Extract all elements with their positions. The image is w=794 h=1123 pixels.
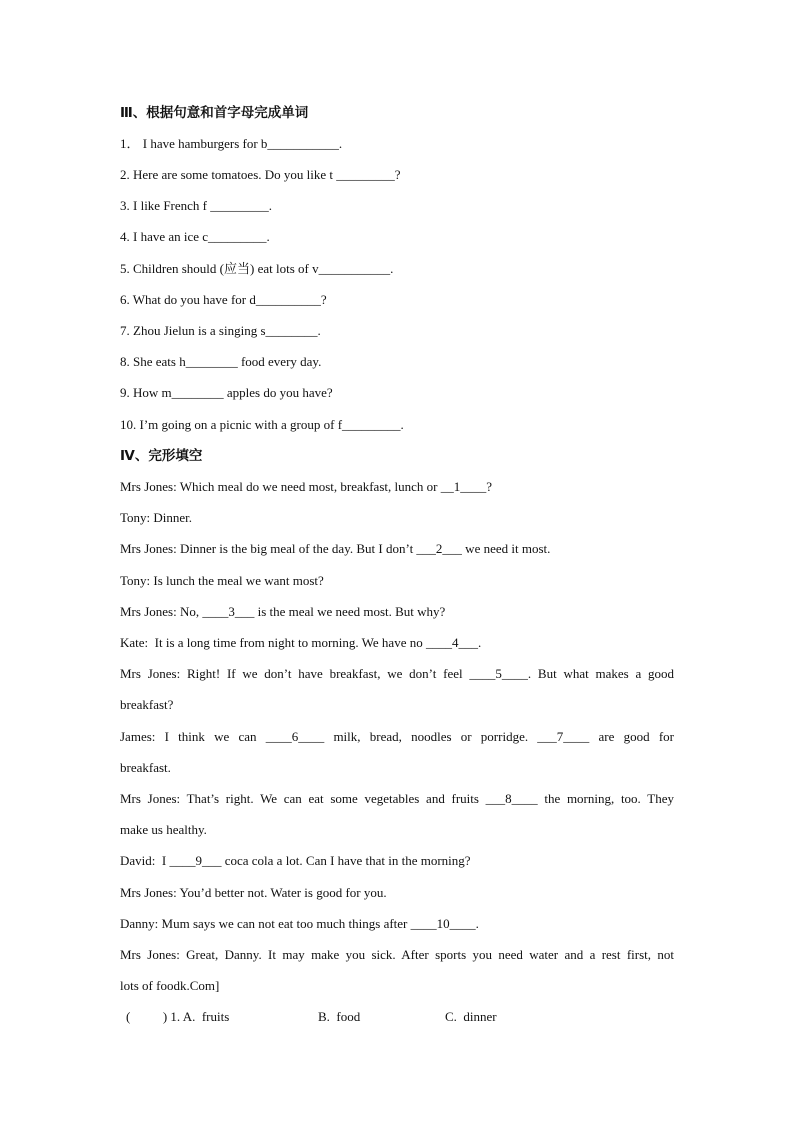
fill-item-2: 2. Here are some tomatoes. Do you like t _________? <box>120 167 401 182</box>
dialogue-line: David: I ____9___ coca cola a lot. Can I have that in the morning? <box>120 853 471 868</box>
dialogue-line: Mrs Jones: Right! If we don’t have breakfast, we don’t feel ____5____. But what makes a good <box>120 666 674 681</box>
fill-item-9: 9. How m________ apples do you have? <box>120 385 333 400</box>
fill-item-4: 4. I have an ice c_________. <box>120 229 270 244</box>
fill-item-7: 7. Zhou Jielun is a singing s________. <box>120 323 321 338</box>
question-1-option-a: ( ) 1. A. fruits <box>126 1009 230 1024</box>
fill-item-10: 10. I’m going on a picnic with a group of f_________. <box>120 417 404 432</box>
dialogue-line: make us healthy. <box>120 822 207 837</box>
dialogue-line: Mrs Jones: No, ____3___ is the meal we need most. But why? <box>120 604 446 619</box>
dialogue-line: Danny: Mum says we can not eat too much things after ____10____. <box>120 916 479 931</box>
dialogue-line: Mrs Jones: Great, Danny. It may make you sick. After sports you need water and a rest first, not <box>120 947 674 962</box>
dialogue-line: Mrs Jones: That’s right. We can eat some vegetables and fruits ___8____ the morning, too. They <box>120 791 674 806</box>
dialogue-line: Mrs Jones: Dinner is the big meal of the day. But I don’t ___2___ we need it most. <box>120 541 551 556</box>
dialogue-line: Mrs Jones: Which meal do we need most, breakfast, lunch or __1____? <box>120 479 492 494</box>
dialogue-line: James: I think we can ____6____ milk, bread, noodles or porridge. ___7____ are good for <box>120 729 674 744</box>
fill-item-8: 8. She eats h________ food every day. <box>120 354 322 369</box>
question-1-option-c: C. dinner <box>445 1009 497 1024</box>
section-4-heading: Ⅳ、完形填空 <box>120 448 203 464</box>
dialogue-line: Tony: Is lunch the meal we want most? <box>120 573 324 588</box>
dialogue-line: Mrs Jones: You’d better not. Water is good for you. <box>120 885 387 900</box>
dialogue-line: Tony: Dinner. <box>120 510 193 525</box>
dialogue-line: breakfast? <box>120 697 174 712</box>
fill-item-5: 5. Children should (应当) eat lots of v___________. <box>120 261 394 276</box>
section-3-heading: Ⅲ、根据句意和首字母完成单词 <box>120 105 309 121</box>
fill-item-6: 6. What do you have for d__________? <box>120 292 327 307</box>
dialogue-line: lots of foodk.Com] <box>120 978 220 993</box>
question-1-option-b: B. food <box>318 1009 361 1024</box>
dialogue-line: breakfast. <box>120 760 171 775</box>
dialogue-line: Kate: It is a long time from night to morning. We have no ____4___. <box>120 635 482 650</box>
fill-item-3: 3. I like French f _________. <box>120 198 273 213</box>
fill-item-1: 1． I have hamburgers for b___________. <box>120 136 343 151</box>
